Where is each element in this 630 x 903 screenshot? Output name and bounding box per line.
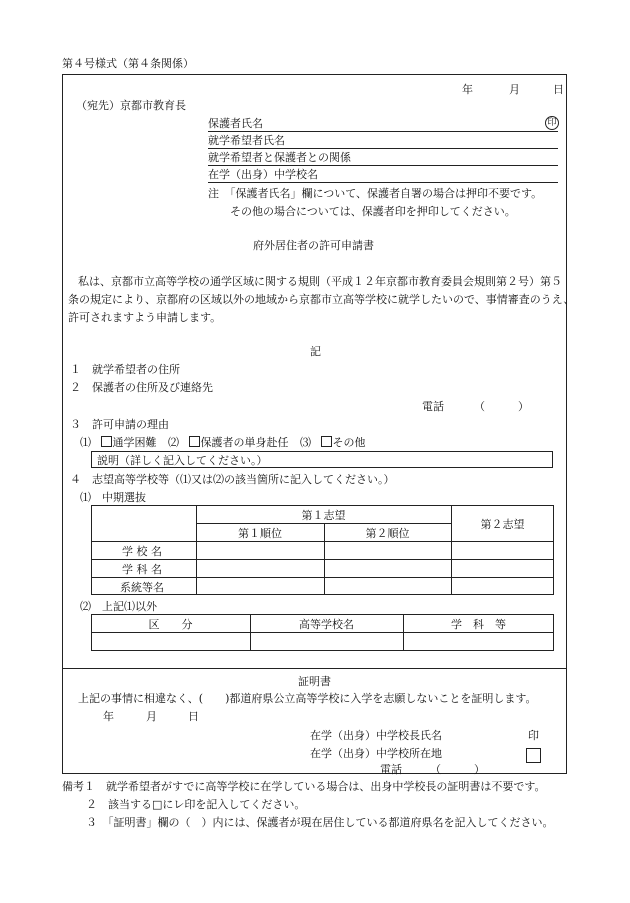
cert-day: 日 (188, 710, 199, 723)
note-line-2: その他の場合については、保護者印を押印してください。 (230, 205, 516, 218)
note-line-1: 注 「保護者氏名」欄について、保護者自署の場合は押印不要です。 (208, 187, 543, 200)
reason-num-3: ⑶ (300, 436, 311, 449)
table2-header-school: 高等学校名 (299, 618, 354, 631)
body-line-3: 許可されますよう申請します。 (68, 311, 222, 324)
row-school-name: 学 校 名 (122, 545, 162, 558)
cert-phone-parens[interactable]: （ ） (430, 763, 485, 776)
phone-parens[interactable]: （ ） (474, 400, 529, 413)
applicant-name-label: 就学希望者氏名 (208, 134, 285, 147)
item-4: ４ 志望高等学校等（⑴又は⑵の該当箇所に記入してください。） (70, 473, 395, 486)
relation-field[interactable] (208, 165, 558, 166)
form-number: 第４号様式（第４条関係） (62, 57, 194, 70)
certificate-title: 証明書 (298, 675, 331, 688)
certificate-text: 上記の事情に相違なく、( )都道府県公立高等学校に入学を志願しないことを証明します。 (78, 692, 537, 705)
second-choice-header: 第２志望 (480, 518, 525, 531)
remark-3: ３ 「証明書」欄の（ ）内には、保護者が現在居住している都道府県名を記入してください。 (86, 816, 554, 829)
checkbox-other[interactable] (321, 436, 332, 447)
option-commute: 通学困難 (112, 436, 157, 449)
seal-mark: 印 (545, 116, 559, 130)
school-field[interactable] (208, 182, 558, 183)
explain-label: 説明（詳しく記入してください。） (97, 454, 268, 467)
remark-1: 備考１ 就学希望者がすでに高等学校に在学している場合は、出身中学校長の証明書は不要です。 (62, 780, 546, 793)
cert-phone-label: 電話 (380, 763, 402, 776)
date-year: 年 (462, 83, 473, 96)
item-3: ３ 許可申請の理由 (70, 418, 169, 431)
principal-label: 在学（出身）中学校長氏名 (310, 729, 442, 742)
guardian-name-field[interactable] (208, 131, 558, 132)
body-line-1: 私は、京都市立高等学校の通学区域に関する規則（平成１２年京都市教育委員会規則第２号）第５ (78, 275, 562, 288)
reason-num-2: ⑵ (168, 436, 179, 449)
relation-label: 就学希望者と保護者との関係 (208, 151, 351, 164)
sub-section-2: ⑵ 上記⑴以外 (80, 600, 157, 613)
guardian-name-label: 保護者氏名 (208, 117, 263, 130)
checkbox-transfer[interactable] (189, 436, 200, 447)
seal-box[interactable] (526, 748, 541, 763)
item-2: ２ 保護者の住所及び連絡先 (70, 381, 213, 394)
table2-header-category: 区 分 (148, 618, 193, 631)
first-choice-header: 第１志望 (301, 509, 346, 522)
option-transfer: 保護者の単身赴任 (200, 436, 289, 449)
reason-num-1: ⑴ (80, 436, 91, 449)
cert-month: 月 (146, 710, 157, 723)
item-1: １ 就学希望者の住所 (70, 363, 180, 376)
applicant-name-field[interactable] (208, 148, 558, 149)
certificate-divider (62, 668, 567, 669)
reason-options (80, 436, 366, 448)
cert-year: 年 (103, 710, 114, 723)
row-department: 学 科 名 (122, 563, 162, 576)
sub-section-1: ⑴ 中期選抜 (80, 491, 146, 504)
school-address-label: 在学（出身）中学校所在地 (310, 747, 442, 760)
phone-label: 電話 (422, 400, 444, 413)
body-line-2: 条の規定により、京都府の区域以外の地域から京都市立高等学校に就学したいので、事情審査のうえ、 (68, 293, 575, 306)
date-month: 月 (509, 83, 520, 96)
school-label: 在学（出身）中学校名 (208, 168, 318, 181)
principal-seal-label: 印 (528, 729, 539, 742)
option-other: その他 (332, 436, 366, 449)
row-course: 系統等名 (120, 581, 164, 594)
rank-2-header: 第２順位 (365, 527, 410, 540)
remark-2: ２ 該当する□にレ印を記入してください。 (86, 798, 306, 811)
addressee: （宛先）京都市教育長 (76, 99, 186, 112)
ki-heading: 記 (310, 345, 321, 358)
checkbox-commute[interactable] (101, 436, 112, 447)
rank-1-header: 第１順位 (238, 527, 282, 540)
document-title: 府外居住者の許可申請書 (253, 239, 374, 252)
date-day: 日 (553, 83, 564, 96)
table2-header-department: 学 科 等 (451, 618, 506, 631)
